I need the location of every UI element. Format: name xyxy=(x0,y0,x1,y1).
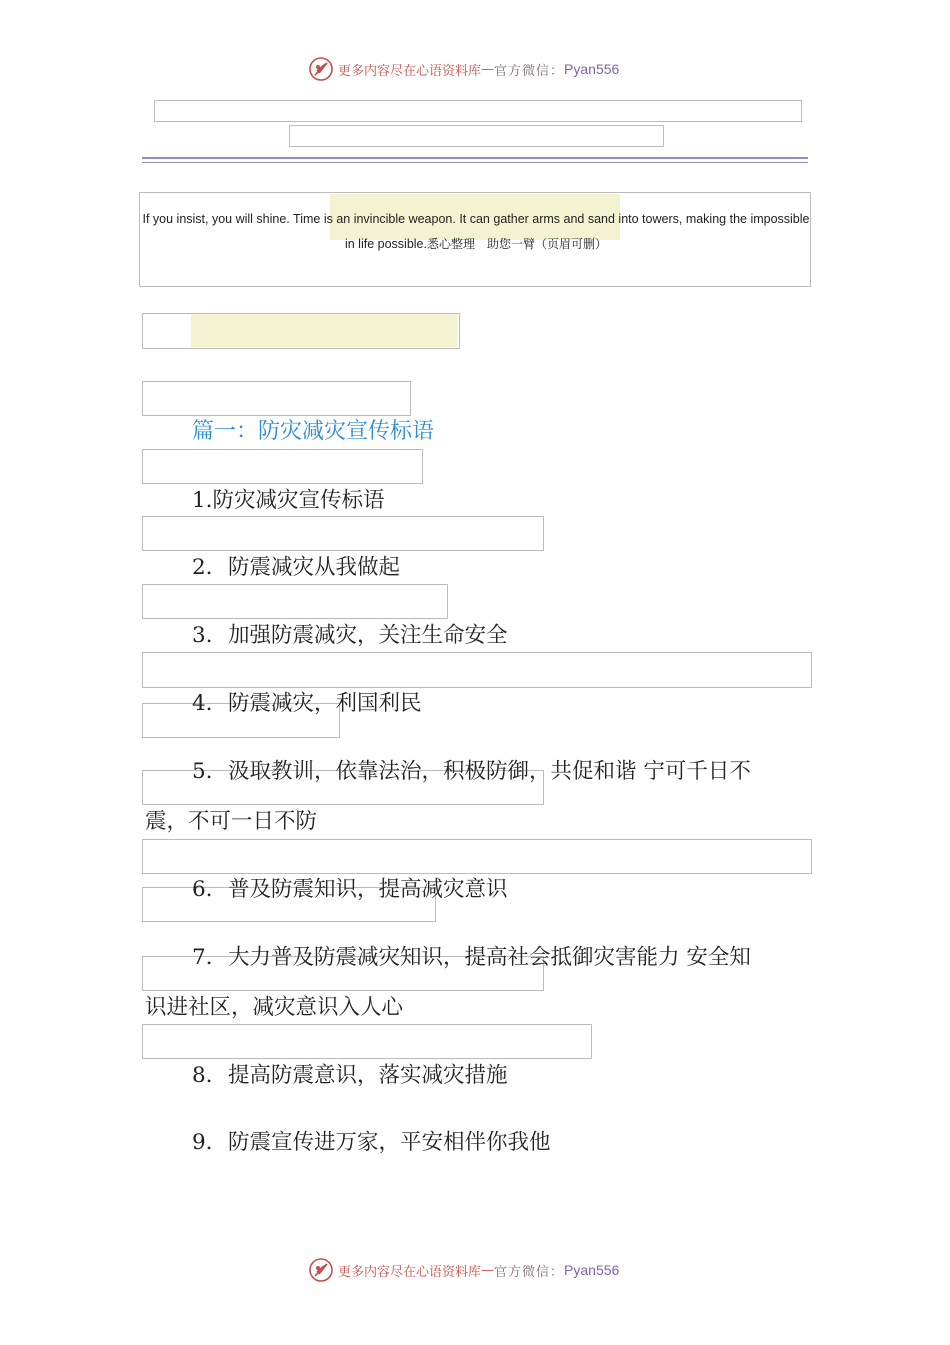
watermark-dash: — xyxy=(481,61,495,77)
header-box-1 xyxy=(154,100,802,122)
watermark-wechat-label: 官方微信： xyxy=(494,1264,565,1280)
overlay-box xyxy=(142,1024,592,1059)
section-heading: 篇一：防灾减灾宣传标语 xyxy=(192,419,435,444)
overlay-box xyxy=(142,652,812,688)
list-item: 5. 汲取教训，依靠法治，积极防御，共促和谐 宁可千日不 xyxy=(192,759,751,784)
list-item: 3. 加强防震减灾，关注生命安全 xyxy=(192,623,508,648)
header-box-2 xyxy=(289,125,664,147)
list-item: 2. 防震减灾从我做起 xyxy=(192,555,401,580)
footer-watermark xyxy=(308,1256,619,1284)
header-rule xyxy=(142,157,808,159)
watermark-account: Pyan556 xyxy=(564,61,620,77)
list-item: 6. 普及防震知识，提高减灾意识 xyxy=(192,877,508,902)
title-box xyxy=(142,313,460,349)
list-item: 7. 大力普及防震减灾知识，提高社会抵御灾害能力 安全知 xyxy=(192,945,751,970)
overlay-box xyxy=(142,839,812,874)
watermark-text: 更多内容尽在心语资料库 xyxy=(338,1264,482,1280)
watermark-dash: — xyxy=(481,1262,495,1278)
watermark-account: Pyan556 xyxy=(564,1262,620,1278)
list-item-continuation: 识进社区，减灾意识入人心 xyxy=(145,995,404,1020)
header-watermark xyxy=(308,55,619,83)
list-item: 4. 防震减灾，利国利民 xyxy=(192,691,422,716)
intro-paragraph xyxy=(140,207,812,257)
watermark-wechat-label: 官方微信： xyxy=(494,63,565,79)
header-rule-thin xyxy=(142,162,808,163)
overlay-box xyxy=(142,516,544,551)
list-item-continuation: 震，不可一日不防 xyxy=(145,809,318,834)
quill-logo-icon xyxy=(308,1257,334,1283)
list-item: 9. 防震宣传进万家，平安相伴你我他 xyxy=(192,1130,551,1155)
intro-english: If you insist, you will shine. Time is an invincible weapon. It can gather arms and sand into towers, making the impossible in life possible. xyxy=(142,212,810,251)
watermark-text: 更多内容尽在心语资料库 xyxy=(338,63,482,79)
overlay-box xyxy=(142,584,448,619)
overlay-box xyxy=(142,381,411,416)
list-item: 8. 提高防震意识，落实减灾措施 xyxy=(192,1063,508,1088)
list-item: 1.防灾减灾宣传标语 xyxy=(192,488,385,513)
quill-logo-icon xyxy=(308,56,334,82)
intro-box xyxy=(139,192,811,287)
intro-chinese: 悉心整理 助您一臂（页眉可删） xyxy=(426,237,607,251)
overlay-box xyxy=(142,449,423,484)
